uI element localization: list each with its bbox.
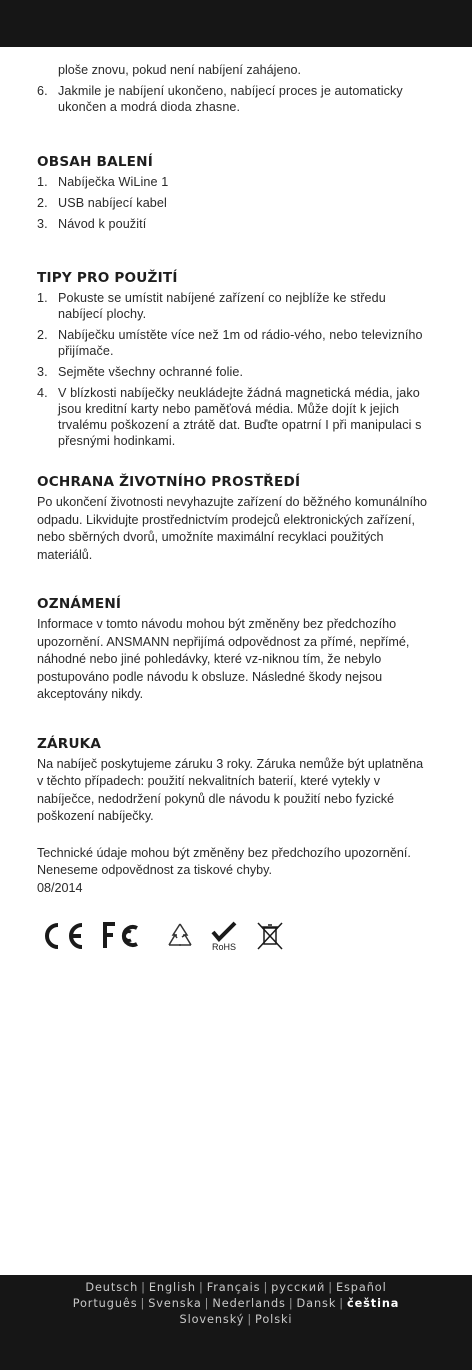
recycle-icon	[165, 921, 195, 951]
rohs-check-icon	[209, 920, 241, 952]
warranty-section	[37, 736, 432, 826]
list-item-number: 6.	[37, 84, 48, 98]
list-item	[37, 290, 432, 322]
language-link-portugues[interactable]: Português	[72, 1297, 138, 1310]
environment-text: Po ukončení životnosti nevyhazujte zařízení do běžného komunálního odpadu. Likvidujte prostřednictvím prodejců elektronických zařízení, nebo sběrných dvorů, umožníte maximální recyklaci použitých materiálů.	[37, 495, 427, 562]
technical-note-section	[37, 845, 432, 898]
language-link-svenska[interactable]: Svenska	[148, 1297, 202, 1310]
language-separator: |	[140, 1297, 146, 1310]
list-item-number: 1.	[37, 291, 48, 305]
section-heading-tips: TIPY PRO POUŽITÍ	[37, 270, 178, 286]
language-link-cestina[interactable]: čeština	[346, 1297, 400, 1310]
list-item	[37, 195, 432, 211]
fcc-mark-icon	[101, 921, 151, 951]
section-heading-notice: OZNÁMENÍ	[37, 596, 122, 612]
list-item-number: 4.	[37, 386, 48, 400]
list-item-number: 2.	[37, 328, 48, 342]
environment-section	[37, 474, 432, 564]
continued-step-line: ploše znovu, pokud není nabíjení zahájeno.	[58, 63, 301, 77]
language-link-polski[interactable]: Polski	[255, 1313, 293, 1326]
notice-section	[37, 596, 432, 704]
language-separator: |	[141, 1281, 146, 1294]
top-header-bar	[0, 0, 472, 47]
list-item-text: Nabíječku umístěte více než 1m od rádio-vého, nebo televizního přijímače.	[58, 328, 423, 358]
list-item	[37, 83, 432, 115]
manual-content	[37, 62, 432, 954]
list-item-text: Pokuste se umístit nabíjené zařízení co nejblíže ke středu nabíjecí plochy.	[58, 291, 386, 321]
language-link-slovensky[interactable]: Slovenský	[179, 1313, 245, 1326]
ce-mark-icon	[37, 921, 87, 951]
list-item	[37, 364, 432, 380]
usage-tips-section	[37, 270, 432, 449]
language-link-espanol[interactable]: Español	[335, 1281, 387, 1294]
print-date: 08/2014	[37, 880, 83, 895]
language-row-3	[0, 1312, 472, 1328]
list-item-text: Jakmile je nabíjení ukončeno, nabíjecí proces je automaticky ukončen a modrá dioda zhasne.	[58, 84, 403, 114]
language-link-dansk[interactable]: Dansk	[296, 1297, 337, 1310]
continued-steps-list	[37, 83, 432, 115]
warranty-text: Na nabíječ poskytujeme záruku 3 roky. Záruka nemůže být uplatněna v těchto případech: použití nekvalitních baterií, které vytekly v nabíječce, nedodržení pokynů dle návodu k použití nebo fyzické poškození nabíječky.	[37, 756, 424, 823]
section-heading-package: OBSAH BALENÍ	[37, 154, 154, 170]
list-item	[37, 385, 432, 449]
technical-note-text: Technické údaje mohou být změněny bez předchozího upozornění. Neneseme odpovědnost za tiskové chyby.	[37, 845, 411, 877]
rohs-label: RoHS	[212, 942, 237, 952]
language-link-deutsch[interactable]: Deutsch	[85, 1281, 139, 1294]
list-item-text: V blízkosti nabíječky neukládejte žádná magnetická média, jako jsou kreditní karty nebo paměťová média. Může dojít k jejich trvalému poškození a ztrátě dat. Buďte opatrní I při manipulaci s přesnými hodinkami.	[58, 386, 422, 448]
list-item	[37, 327, 432, 359]
language-row-2	[0, 1296, 472, 1312]
crossed-bin-icon	[255, 920, 285, 952]
tips-list	[37, 290, 432, 449]
language-selector	[0, 1280, 472, 1328]
language-separator: |	[198, 1281, 204, 1294]
language-link-nederlands[interactable]: Nederlands	[212, 1297, 286, 1310]
package-contents-section	[37, 154, 432, 232]
section-heading-warranty: ZÁRUKA	[37, 735, 102, 752]
language-separator: |	[288, 1297, 294, 1310]
language-separator: |	[247, 1313, 253, 1326]
list-item-text: Návod k použití	[58, 217, 147, 231]
list-item-number: 3.	[37, 365, 48, 379]
list-item	[37, 216, 432, 232]
list-item-text: USB nabíjecí kabel	[58, 196, 167, 210]
language-separator: |	[204, 1297, 210, 1310]
language-separator: |	[328, 1281, 333, 1294]
list-item	[37, 174, 432, 190]
language-link-russian[interactable]: русский	[271, 1281, 326, 1294]
language-link-francais[interactable]: Français	[206, 1281, 261, 1294]
language-separator: |	[339, 1297, 344, 1310]
list-item-number: 3.	[37, 217, 48, 231]
notice-text: Informace v tomto návodu mohou být změněny bez předchozího upozornění. ANSMANN nepřijímá odpovědnost za přímé, nepřímé, náhodné nebo jiné pohledávky, které vz-niknou tím, že nebylo postupováno podle návodu k obsluze. Následné škody nejsou akceptovány nikdy.	[37, 617, 410, 701]
language-link-english[interactable]: English	[148, 1281, 196, 1294]
list-item-number: 2.	[37, 196, 48, 210]
package-list	[37, 174, 432, 232]
certification-marks	[37, 918, 432, 954]
list-item-text: Sejměte všechny ochranné folie.	[58, 365, 244, 379]
list-item-text: Nabíječka WiLine 1	[58, 175, 169, 189]
section-heading-environment: OCHRANA ŽIVOTNÍHO PROSTŘEDÍ	[37, 474, 301, 490]
list-item-number: 1.	[37, 175, 48, 189]
language-row-1	[0, 1280, 472, 1296]
language-separator: |	[263, 1281, 269, 1294]
